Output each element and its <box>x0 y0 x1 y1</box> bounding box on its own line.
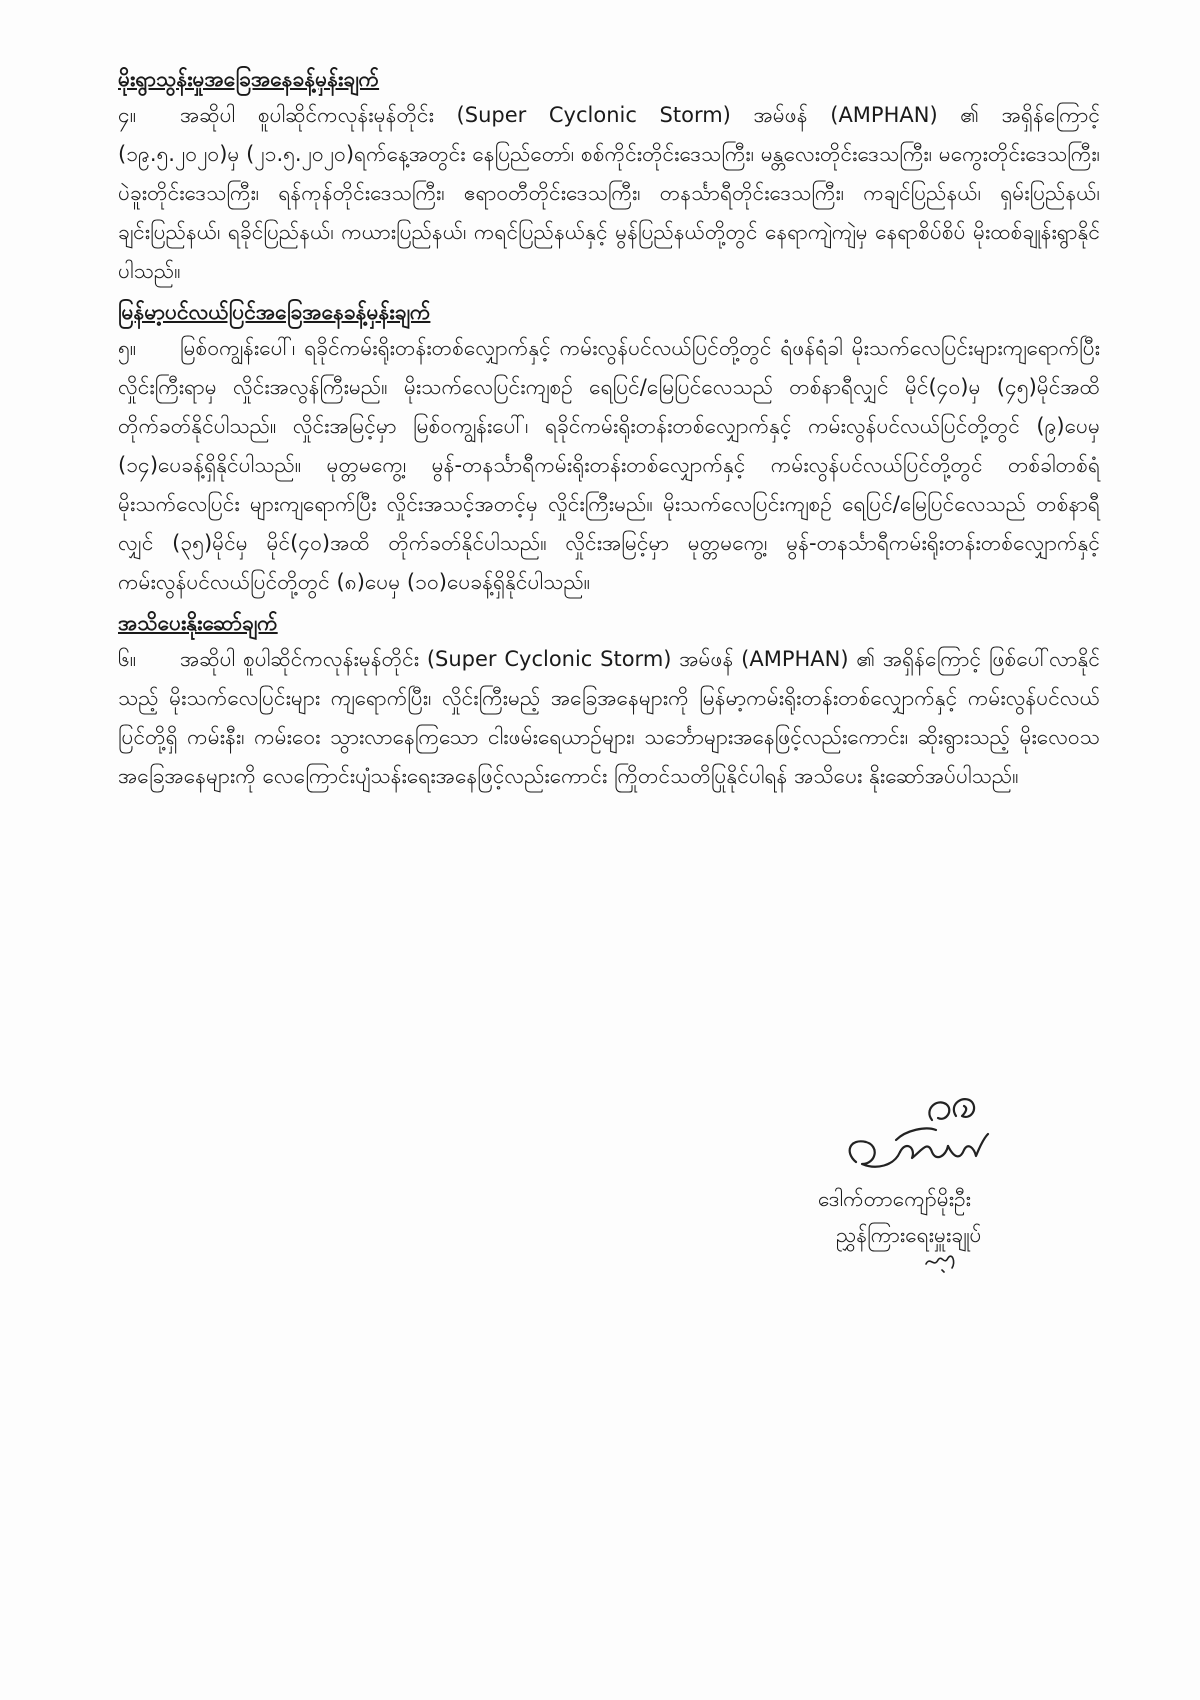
paragraph-number: ၆။ <box>118 647 137 671</box>
signatory-name: ဒေါက်တာကျော်မိုးဦး <box>818 1187 972 1211</box>
paragraph-number: ၅။ <box>118 336 137 360</box>
paragraph-text: အဆိုပါ စူပါဆိုင်ကလုန်းမုန်တိုင်း (Super Cyclonic Storm) အမ်ဖန် (AMPHAN) ၏ အရှိန်ကြောင့် (၁၉.၅.၂၀၂၀)မှ (၂၁.၅.၂၀၂၀)ရက်နေ့အတွင်း နေပြည်တော်၊ စစ်ကိုင်းတိုင်းဒေသကြီး၊ မန္တလေးတိုင်းဒေသကြီး၊ မကွေးတိုင်းဒေသကြီး၊ ပဲခူးတိုင်းဒေသကြီး၊ ရန်ကုန်တိုင်းဒေသကြီး၊ ဧရာဝတီတိုင်းဒေသကြီး၊ တနင်္သာရီတိုင်းဒေသကြီး၊ ကချင်ပြည်နယ်၊ ရှမ်းပြည်နယ်၊ ချင်းပြည်နယ်၊ ရခိုင်ပြည်နယ်၊ ကယားပြည်နယ်၊ ကရင်ပြည်နယ်နှင့် မွန်ပြည်နယ်တို့တွင် နေရာကျဲကျဲမှ နေရာစိပ်စိပ် မိုးထစ်ချုန်းရွာနိုင်ပါသည်။ <box>118 103 1100 283</box>
paragraph-text: မြစ်ဝကျွန်းပေါ်၊ ရခိုင်ကမ်းရိုးတန်းတစ်လျှောက်နှင့် ကမ်းလွန်ပင်လယ်ပြင်တို့တွင် ရံဖန်ရံခါ မိုးသက်လေပြင်းများကျရောက်ပြီး လှိုင်းကြီးရာမှ လှိုင်းအလွန်ကြီးမည်။ မိုးသက်လေပြင်းကျစဉ် ရေပြင်/မြေပြင်လေသည် တစ်နာရီလျှင် မိုင်(၄၀)မှ (၄၅)မိုင်အထိ တိုက်ခတ်နိုင်ပါသည်။ လှိုင်းအမြင့်မှာ မြစ်ဝကျွန်းပေါ်၊ ရခိုင်ကမ်းရိုးတန်းတစ်လျှောက်နှင့် ကမ်းလွန်ပင်လယ်ပြင်တို့တွင် (၉)ပေမှ (၁၄)ပေခန့်ရှိနိုင်ပါသည်။ မုတ္တမကွေ့၊ မွန်-တနင်္သာရီကမ်းရိုးတန်းတစ်လျှောက်နှင့် ကမ်းလွန်ပင်လယ်ပြင်တို့တွင် တစ်ခါတစ်ရံ မိုးသက်လေပြင်း များကျရောက်ပြီး လှိုင်းအသင့်အတင့်မှ လှိုင်းကြီးမည်။ မိုးသက်လေပြင်းကျစဉ် ရေပြင်/မြေပြင်လေသည် တစ်နာရီလျှင် (၃၅)မိုင်မှ မိုင်(၄၀)အထိ တိုက်ခတ်နိုင်ပါသည်။ လှိုင်းအမြင့်မှာ မုတ္တမကွေ့၊ မွန်-တနင်္သာရီကမ်းရိုးတန်းတစ်လျှောက်နှင့် ကမ်းလွန်ပင်လယ်ပြင်တို့တွင် (၈)ပေမှ (၁၀)ပေခန့်ရှိနိုင်ပါသည်။ <box>118 336 1100 594</box>
paragraph-4 <box>118 96 1100 291</box>
document-body <box>118 62 1100 798</box>
handwritten-signature <box>836 1090 1006 1180</box>
warning-section <box>118 606 1100 796</box>
signature-block <box>818 1090 1098 1250</box>
section-heading-sea: မြန်မာ့ပင်လယ်ပြင်အခြေအနေခန့်မှန်းချက် <box>118 300 431 324</box>
section-heading-warning: အသိပေးနိုးဆော်ချက် <box>118 611 278 635</box>
signatory-title: ညွှန်ကြားရေးမှူးချုပ် <box>836 1223 982 1247</box>
rainfall-forecast-section <box>118 62 1100 291</box>
sea-condition-section <box>118 295 1100 602</box>
paragraph-text: အဆိုပါ စူပါဆိုင်ကလုန်းမုန်တိုင်း (Super Cyclonic Storm) အမ်ဖန် (AMPHAN) ၏ အရှိန်ကြောင့် ဖြစ်ပေါ်လာနိုင်သည့် မိုးသက်လေပြင်းများ ကျရောက်ပြီး၊ လှိုင်းကြီးမည့် အခြေအနေများကို မြန်မာ့ကမ်းရိုးတန်းတစ်လျှောက်နှင့် ကမ်းလွန်ပင်လယ်ပြင်တို့ရှိ ကမ်းနီး၊ ကမ်းဝေး သွားလာနေကြသော ငါးဖမ်းရေယာဉ်များ၊ သင်္ဘောများအနေဖြင့်လည်းကောင်း၊ ဆိုးရွားသည့် မိုးလေဝသအခြေအနေများကို လေကြောင်းပျံသန်းရေးအနေဖြင့်လည်းကောင်း ကြိုတင်သတိပြုနိုင်ပါရန် အသိပေး နိုးဆော်အပ်ပါသည်။ <box>118 647 1100 788</box>
paragraph-number: ၄။ <box>118 103 137 127</box>
paragraph-6 <box>118 640 1100 796</box>
section-heading-rainfall: မိုးရွာသွန်းမှုအခြေအနေခန့်မှန်းချက် <box>118 67 380 91</box>
handwritten-initial <box>922 1248 962 1274</box>
paragraph-5 <box>118 329 1100 602</box>
